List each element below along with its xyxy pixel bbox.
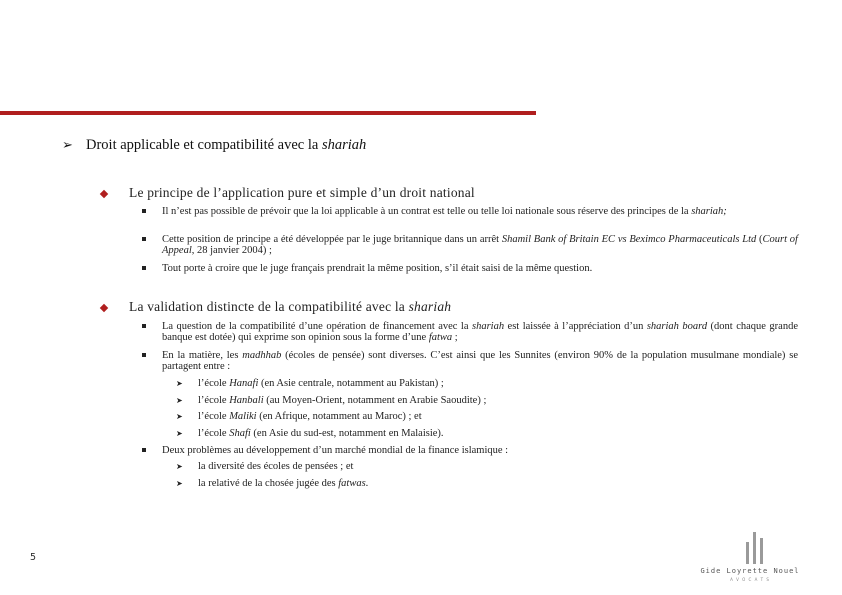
arrow-bullet-icon: ➤ xyxy=(176,412,183,421)
list-item: Tout porte à croire que le juge français prendrait la même position, s’il était saisi de la même question. xyxy=(142,263,798,274)
square-bullet-icon xyxy=(142,324,146,328)
sub-list-item: ➤ l’école Hanbali (au Moyen-Orient, notamment en Arabie Saoudite) ; xyxy=(176,395,487,406)
page-number: 5 xyxy=(30,552,37,563)
arrow-bullet-icon: ➤ xyxy=(176,429,183,438)
list-item: En la matière, les madhhab (écoles de pensée) sont diverses. C’est ainsi que les Sunnites (environ 90% de la population musulmane mondiale) se partagent entre : xyxy=(142,350,798,372)
arrow-bullet-icon: ➢ xyxy=(62,137,73,152)
diamond-bullet-icon xyxy=(100,190,108,198)
square-bullet-icon xyxy=(142,209,146,213)
diamond-bullet-icon xyxy=(100,304,108,312)
square-bullet-icon xyxy=(142,266,146,270)
sub-list-item: ➤ l’école Shafi (en Asie du sud-est, notamment en Malaisie). xyxy=(176,428,444,439)
header-rule xyxy=(0,111,536,115)
square-bullet-icon xyxy=(142,237,146,241)
list-item: Il n’est pas possible de prévoir que la loi applicable à un contrat est telle ou telle loi nationale sous réserve des principes de la shariah; xyxy=(142,206,798,217)
sub-list-item: ➤ la relativé de la chosée jugée des fatwas. xyxy=(176,478,369,489)
company-logo xyxy=(690,524,810,584)
arrow-bullet-icon: ➤ xyxy=(176,396,183,405)
list-item: Deux problèmes au développement d’un marché mondial de la finance islamique : xyxy=(142,445,798,456)
list-item: Cette position de principe a été développée par le juge britannique dans un arrêt Shamil Bank of Britain EC vs Beximco Pharmaceuticals Ltd (Court of Appeal, 28 janvier 2004) ; xyxy=(142,234,798,256)
sub-list-item: ➤ l’école Maliki (en Afrique, notamment au Maroc) ; et xyxy=(176,411,422,422)
list-item: La question de la compatibilité d’une opération de financement avec la shariah est laissée à l’appréciation d’un shariah board (dont chaque grande banque est dotée) qui exprime son opinion sous la forme d’une fatwa ; xyxy=(142,321,798,343)
square-bullet-icon xyxy=(142,353,146,357)
arrow-bullet-icon: ➤ xyxy=(176,479,183,488)
sub-list-item: ➤ l’école Hanafi (en Asie centrale, notamment au Pakistan) ; xyxy=(176,378,444,389)
arrow-bullet-icon: ➤ xyxy=(176,462,183,471)
arrow-bullet-icon: ➤ xyxy=(176,379,183,388)
sub-list-item: ➤ la diversité des écoles de pensées ; et xyxy=(176,461,354,472)
logo-subtitle: A V O C A T S xyxy=(730,577,770,582)
page-heading: ➢ Droit applicable et compatibilité avec la shariah xyxy=(62,137,367,153)
logo-name: Gide Loyrette Nouel xyxy=(700,567,800,575)
square-bullet-icon xyxy=(142,448,146,452)
